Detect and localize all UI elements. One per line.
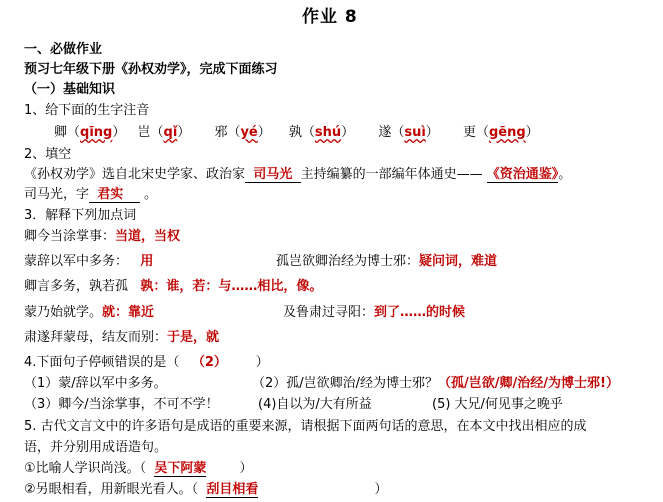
q3-row-2a: 蒙辞以军中多务： 用 bbox=[24, 254, 154, 269]
q4-option-5: (5) 大兄/何见事之晚乎 bbox=[432, 397, 563, 412]
pinyin-item: 卿（qīng） bbox=[54, 125, 126, 140]
pinyin-item: 遂（suì） bbox=[378, 125, 439, 140]
q4-option-2: （2）孤/岂欲卿治/经为博士邪？（孤/岂欲/卿/治经/为博士邪!） bbox=[252, 376, 619, 391]
q5-line-2: 语，并分别用成语造句。 bbox=[24, 440, 168, 455]
q4-option-4: (4)自以为/大有所益 bbox=[258, 397, 372, 412]
pinyin-item: 更（gēng） bbox=[462, 125, 539, 140]
q3-row-4b: 及鲁肃过寻阳：到了……的时候 bbox=[283, 305, 466, 320]
instruction: 预习七年级下册《孙权劝学》，完成下面练习 bbox=[24, 62, 278, 77]
answer-junshi: 君实 bbox=[97, 187, 124, 202]
q3-row-2b: 孤岂欲卿治经为博士邪：疑问词，难道 bbox=[276, 254, 498, 269]
q4-option-3: （3）卿今/当涂掌事，不可不学！ bbox=[24, 397, 219, 412]
q1-items bbox=[54, 124, 539, 142]
q2-line2: 司马光，字 君实 。 bbox=[24, 187, 157, 202]
page-title: 作业 8 bbox=[302, 7, 358, 27]
section-heading: 一、必做作业 bbox=[24, 42, 103, 57]
q1-label: 1、给下面的生字注音 bbox=[24, 103, 150, 118]
q3-label: 3．解释下列加点词 bbox=[24, 208, 137, 223]
q4-label: 4.下面句子停顿错误的是（ （2） ） bbox=[24, 355, 269, 370]
q5-item-1: ①比喻人学识尚浅。（ 吴下阿蒙 ） bbox=[24, 461, 253, 476]
q3-row-3: 卿言多务，孰若孤 孰：谁，若：与……相比，像。 bbox=[24, 279, 323, 294]
pinyin-item: 孰（shú） bbox=[288, 125, 355, 140]
q2-line1: 《孙权劝学》选自北宋史学家、政治家 司马光 主持编纂的一部编年体通史—— 《资治通鉴》。 bbox=[24, 167, 572, 182]
q4-answer: （2） bbox=[191, 355, 227, 370]
q2-label: 2、填空 bbox=[24, 147, 72, 162]
pinyin-item: 邪（yé） bbox=[214, 125, 271, 140]
answer-zizhi-tongjian: 《资治通鉴》 bbox=[486, 167, 559, 182]
q3-row-5: 肃遂拜蒙母，结友而别：于是，就 bbox=[24, 330, 220, 345]
subsection-heading: （一）基础知识 bbox=[24, 82, 116, 97]
q5-item-2: ②另眼相看，用新眼光看人。（ 刮目相看 ） bbox=[24, 482, 388, 497]
pinyin-item: 岂（qǐ） bbox=[137, 125, 191, 140]
answer-sima-guang: 司马光 bbox=[253, 167, 293, 182]
q4-option-1: （1）蒙/辞以军中多务。 bbox=[24, 376, 167, 391]
q3-row-4a: 蒙乃始就学。就：靠近 bbox=[24, 305, 155, 320]
q3-row-1: 卿今当涂掌事：当道，当权 bbox=[24, 229, 181, 244]
q5-line-1: 5. 古代文言文中的许多语句是成语的重要来源，请根据下面两句话的意思，在本文中找出相应的成 bbox=[24, 419, 587, 434]
